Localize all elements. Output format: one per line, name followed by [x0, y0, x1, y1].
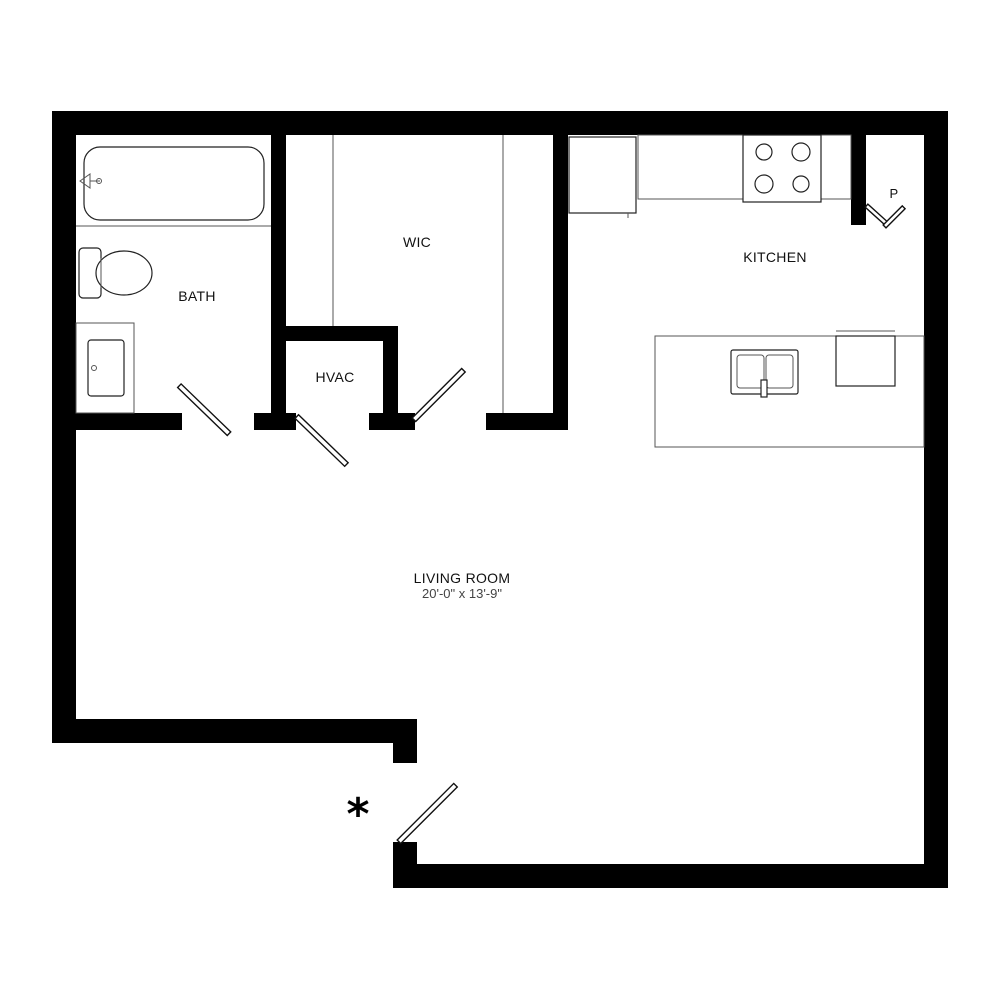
entry-door	[397, 783, 457, 843]
wall-bath-wic	[271, 133, 286, 425]
toilet-bowl	[96, 251, 152, 295]
pantry-door-left	[865, 204, 888, 225]
wic-door	[412, 369, 465, 422]
wall-bath-bottom	[76, 413, 182, 430]
stove	[743, 135, 821, 202]
room-label-wic: WIC	[402, 234, 432, 250]
wall-hvac-right	[383, 326, 398, 425]
refrigerator	[569, 137, 636, 213]
stove-burner-4	[793, 176, 809, 192]
exterior-walls	[52, 111, 948, 888]
wall-left	[52, 111, 76, 743]
room-label-kitchen: KITCHEN	[743, 249, 807, 265]
wall-entry-jamb-upper	[393, 719, 417, 763]
stove-burner-2	[792, 143, 810, 161]
hvac-door	[295, 415, 348, 467]
dishwasher	[836, 336, 895, 386]
kitchen-fixtures	[569, 135, 924, 447]
bathroom-fixtures	[76, 147, 271, 413]
room-label-hvac: HVAC	[315, 369, 355, 385]
doors	[178, 204, 905, 843]
wall-top-left	[52, 111, 555, 135]
closet-shelving	[333, 135, 503, 413]
living-room-dimensions: 20'-0" x 13'-9"	[422, 586, 502, 601]
stove-burner-1	[756, 144, 772, 160]
wall-pantry	[851, 133, 866, 225]
wall-bottom-left	[52, 719, 417, 743]
vanity-sink	[88, 340, 124, 396]
wall-bottom-right	[393, 864, 948, 888]
wall-hvac-stub	[369, 413, 415, 430]
bathtub	[84, 147, 264, 220]
room-label-bath: BATH	[178, 288, 216, 304]
wall-hvac-top	[286, 326, 398, 341]
wall-top-right	[555, 111, 948, 135]
bath-door	[178, 384, 231, 436]
wall-bath-door-stub	[254, 413, 296, 430]
entry-marker: *	[346, 789, 370, 840]
room-label-pantry: P	[889, 186, 899, 201]
sink-faucet	[761, 380, 767, 397]
pantry-door-right	[883, 206, 905, 228]
wall-wic-kitchen	[553, 133, 568, 430]
wall-right	[924, 111, 948, 888]
room-label-living: LIVING ROOM	[413, 570, 511, 586]
stove-burner-3	[755, 175, 773, 193]
